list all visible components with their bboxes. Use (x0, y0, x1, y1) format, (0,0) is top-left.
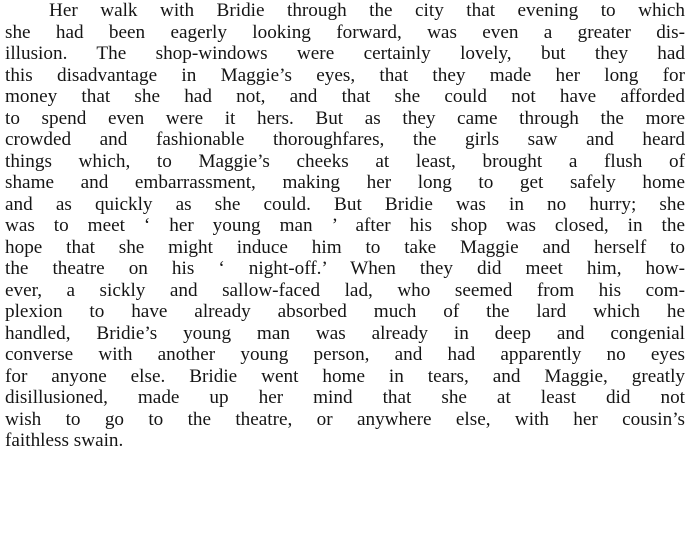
text-line-10: and as quickly as she could. But Bridie was in no hurry; she (5, 193, 685, 215)
text-line-9: shame and embarrassment, making her long to get safely home (5, 172, 685, 193)
text-line-1: Her walk with Bridie through the city that evening to which (49, 0, 685, 21)
text-line-8: things which, to Maggie’s cheeks at least, brought a flush of (5, 150, 685, 172)
text-line-14: ever, a sickly and sallow-faced lad, who seemed from his com- (5, 279, 685, 301)
text-line-12: hope that she might induce him to take Maggie and herself to (5, 236, 685, 258)
text-line-21: faithless swain. (5, 430, 124, 451)
text-line-2: she had been eagerly looking forward, was even a greater dis- (5, 21, 685, 43)
text-line-13: the theatre on his ‘ night-off.’ When they did meet him, how- (5, 258, 685, 279)
text-line-15: plexion to have already absorbed much of the lard which he (5, 301, 685, 322)
text-line-3: illusion. The shop-windows were certainly lovely, but they had (5, 43, 685, 64)
text-line-7: crowded and fashionable thoroughfares, the girls saw and heard (5, 129, 685, 150)
text-line-16: handled, Bridie’s young man was already in deep and congenial (5, 322, 685, 344)
text-line-4: this disadvantage in Maggie’s eyes, that they made her long for (5, 64, 685, 86)
text-line-20: wish to go to the theatre, or anywhere else, with her cousin’s (5, 408, 685, 430)
text-line-5: money that she had not, and that she could not have afforded (5, 86, 685, 107)
text-line-11: was to meet ‘ her young man ’ after his shop was closed, in the (5, 215, 685, 236)
paragraph (5, 0, 685, 452)
text-line-6: to spend even were it hers. But as they came through the more (5, 107, 685, 129)
text-line-18: for anyone else. Bridie went home in tears, and Maggie, greatly (5, 365, 685, 387)
text-line-19: disillusioned, made up her mind that she at least did not (5, 387, 685, 408)
text-line-17: converse with another young person, and had apparently no eyes (5, 344, 685, 365)
